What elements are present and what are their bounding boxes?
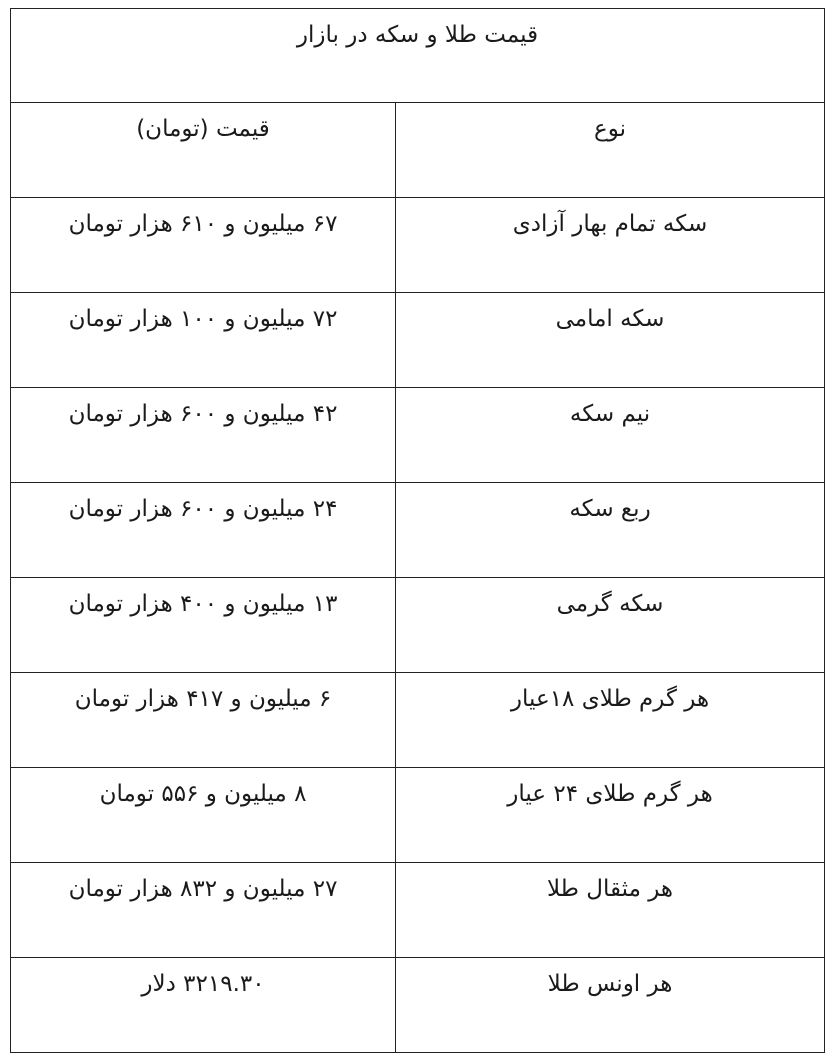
cell-price: ۲۷ میلیون و ۸۳۲ هزار تومان [11, 863, 396, 958]
cell-price: ۴۲ میلیون و ۶۰۰ هزار تومان [11, 388, 396, 483]
table-row [11, 863, 825, 958]
table-row [11, 483, 825, 578]
header-type: نوع [396, 103, 825, 198]
cell-price: ۱۳ میلیون و ۴۰۰ هزار تومان [11, 578, 396, 673]
cell-price: ۸ میلیون و ۵۵۶ تومان [11, 768, 396, 863]
table-title-row [11, 9, 825, 103]
gold-coin-price-table-container [10, 8, 824, 1053]
cell-type: هر مثقال طلا [396, 863, 825, 958]
cell-type: سکه گرمی [396, 578, 825, 673]
table-row [11, 388, 825, 483]
gold-coin-price-table [10, 8, 825, 1053]
cell-type: ربع سکه [396, 483, 825, 578]
table-row [11, 673, 825, 768]
cell-type: هر گرم طلای ۱۸عیار [396, 673, 825, 768]
cell-price: ۶ میلیون و ۴۱۷ هزار تومان [11, 673, 396, 768]
cell-price: ۶۷ میلیون و ۶۱۰ هزار تومان [11, 198, 396, 293]
cell-type: هر اونس طلا [396, 958, 825, 1053]
cell-price: ۲۴ میلیون و ۶۰۰ هزار تومان [11, 483, 396, 578]
cell-type: هر گرم طلای ۲۴ عیار [396, 768, 825, 863]
table-title: قیمت طلا و سکه در بازار [11, 9, 825, 103]
cell-price: ۳۲۱۹.۳۰ دلار [11, 958, 396, 1053]
cell-type: سکه تمام بهار آزادی [396, 198, 825, 293]
table-row [11, 958, 825, 1053]
cell-price: ۷۲ میلیون و ۱۰۰ هزار تومان [11, 293, 396, 388]
table-row [11, 198, 825, 293]
table-row [11, 578, 825, 673]
table-row [11, 293, 825, 388]
cell-type: نیم سکه [396, 388, 825, 483]
table-row [11, 768, 825, 863]
cell-type: سکه امامی [396, 293, 825, 388]
table-header-row [11, 103, 825, 198]
header-price: قیمت (تومان) [11, 103, 396, 198]
